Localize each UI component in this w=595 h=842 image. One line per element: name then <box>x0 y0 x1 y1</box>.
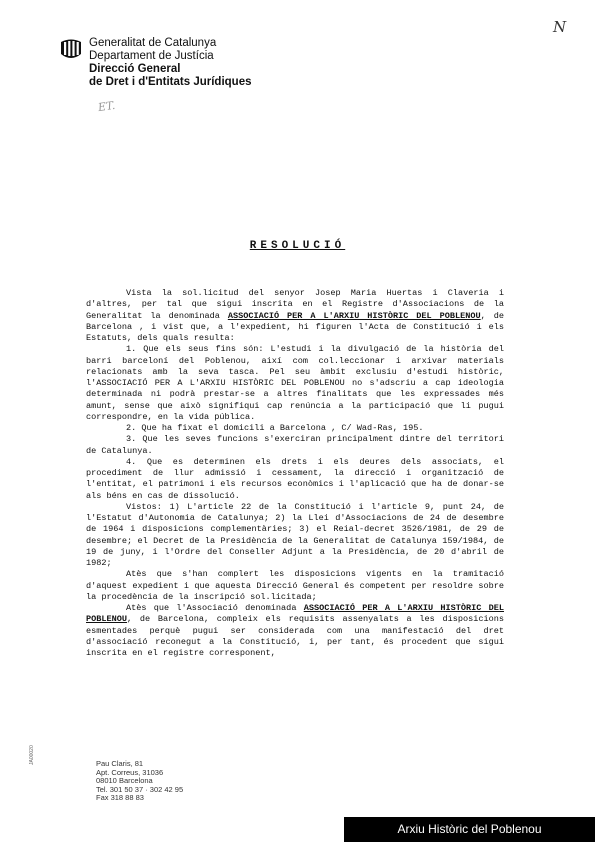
side-code: JA00020 <box>29 745 35 765</box>
footer-line: Tel. 301 50 37 · 302 42 95 <box>96 784 184 794</box>
footer-line: 08010 Barcelona <box>96 776 153 785</box>
paragraph-3: 2. Que ha fixat el domicili a Barcelona , C/ Wad-Ras, 195. <box>126 423 424 433</box>
paragraph-8-start: Atès que l'Associació denominada <box>126 603 304 613</box>
paragraph-8 <box>86 603 504 659</box>
corner-handwritten-mark: N <box>553 18 567 36</box>
handwritten-note: ET. <box>97 98 117 115</box>
paragraph-1 <box>86 288 504 344</box>
paragraph-8-end: , de Barcelona, compleix els requisits assenyalats a les disposicions esmentades perquè pugui ser considerada com una manifestació del dret d'associació reconegut a la Constitució, i, per tant, és procedent que sigui inscrita en el registre corresponent, <box>86 614 504 658</box>
letterhead <box>89 37 251 89</box>
paragraph-1-start: Vista la sol.licitud del senyor Josep Maria Huertas i Claveria i d'altres, per tal que sigui inscrita en el Registre d'Associacions de la Generalitat la denominada <box>86 288 504 321</box>
letterhead-line-3: Direcció General <box>89 63 181 75</box>
document-body <box>86 288 504 659</box>
paragraph-7: Atès que s'han complert les disposicions vigents en la tramitació d'aquest expedient i que aquesta Direcció General és competent per resoldre sobre la procedència de la inscripció sol.licitada; <box>86 569 504 602</box>
paragraph-2: 1. Que els seus fins són: L'estudi i la divulgació de la història del barri barceloní del Poblenou, així com col.leccionar i arxivar materials relacionats amb la seva tasca. Pel seu àmbit exclusiu d'estudi històric, l'ASSOCIACIÓ PER A L'ARXIU HISTÒRIC DEL POBLENOU no s'adscriu a cap ideologia determinada ni podrà prestar-se a altres finalitats que les expressades més amunt, sense que això signifiqui cap renúncia a la participació que li pugui correspondre, en la vida pública. <box>86 344 504 422</box>
paragraph-1-end: , de Barcelona , i vist que, a l'expedient, hi figuren l'Acta de Constitució i els Estatuts, dels quals resulta: <box>86 310 504 343</box>
paragraph-4: 3. Que les seves funcions s'exerciran principalment dintre del territori de Catalunya. <box>86 434 504 456</box>
footer-line: Fax 318 88 83 <box>96 793 144 802</box>
letterhead-line-2: Departament de Justícia <box>89 50 214 62</box>
letterhead-line-1: Generalitat de Catalunya <box>89 37 217 49</box>
document-title: RESOLUCIÓ <box>249 240 346 252</box>
footer-address <box>96 760 183 803</box>
footer-line: Apt. Correus, 31036 <box>96 767 164 777</box>
archive-credit-banner: Arxiu Històric del Poblenou <box>344 817 595 842</box>
generalitat-logo-icon <box>59 38 83 60</box>
paragraph-5: 4. Que es determinen els drets i els deures dels associats, el procediment de llur admissió i cessament, la direcció i organització de l'entitat, el patrimoni i els recursos econòmics i l'aplicació que ha de donar-se als béns en cas de dissolució. <box>86 456 504 501</box>
paragraph-6: Vistos: 1) L'article 22 de la Constitució i l'article 9, punt 24, de l'Estatut d'Autonomia de Catalunya; 2) la Llei d'Associacions de 24 de desembre de 1964 i disposicions complementàries; 3) el Reial-decret 3526/1981, de 29 de desembre; el Decret de la Presidència de la Generalitat de Catalunya 159/1984, de 19 de juny, i l'Ordre del Conseller Adjunt a la Presidència, de 20 d'abril de 1982; <box>86 501 504 568</box>
association-name: ASSOCIACIÓ PER A L'ARXIU HISTÒRIC DEL POBLENOU <box>227 310 481 321</box>
footer-line: Pau Claris, 81 <box>96 759 144 768</box>
letterhead-line-4: de Dret i d'Entitats Jurídiques <box>89 76 252 88</box>
association-name: ASSOCIACIÓ PER A L'ARXIU HISTÒRIC DEL POBLENOU <box>86 603 504 625</box>
